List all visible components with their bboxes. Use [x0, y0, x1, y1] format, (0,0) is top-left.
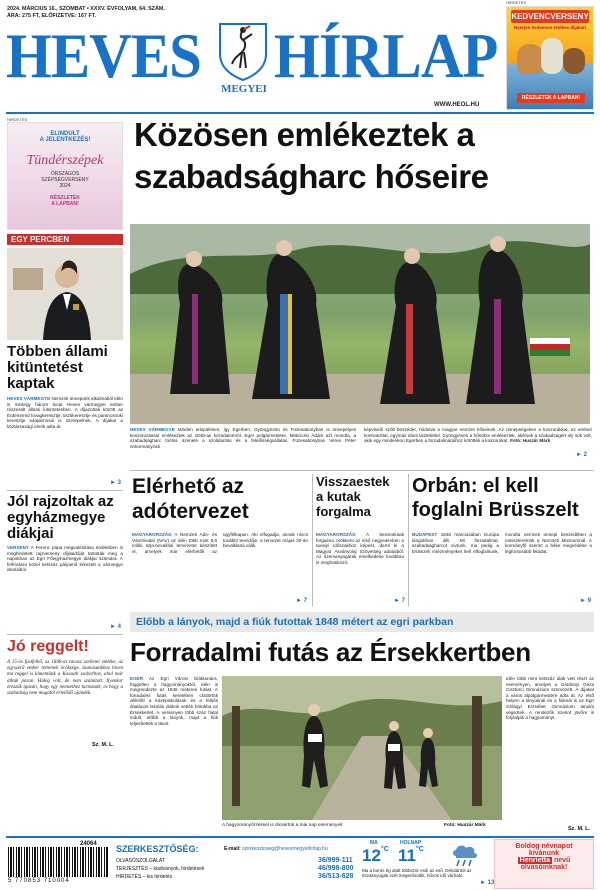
editorial-label: SZERKESZTŐSÉG:	[116, 844, 199, 854]
barcode	[8, 847, 108, 877]
pets-image	[513, 34, 587, 78]
stork-crest-icon	[216, 20, 270, 82]
egyhazmegye-headline-2[interactable]: egyházmegye	[7, 509, 106, 526]
nameday-box	[494, 839, 594, 889]
nameday-name-line: Henrietta nevű	[519, 857, 571, 864]
running-body-col2: Idén több mint kétszáz diák vett részt az eseményen, amelyet a Gárdonyi Géza Ciszterci Gimnázium szervezett. A díjakat a város alpolgármestere adta át. Az első helyen a lányoknál és a fiúknál is az Egri Szilágyi Erzsébet Gimnázium tanulói végeztek. A rendezők szerint jövőre is folytatják a hagyományt.	[506, 676, 594, 721]
lead-caption-col2: képviselő szólt beszédet, hódolva a magyar nemzet hőseinek. Az ünnepségeken a koszorúkkal, az emberi kontraszttal, egymás iránti tisztelettel. Gyöngyösön a hősökre emlékeztek, akiknek a szabadságért oly sok volt, akik egy mindenkori Egerben a forradalmáraihoz kötötték a koszorúkat. Fotó: Huszár Márk	[364, 427, 592, 444]
running-photo	[222, 676, 502, 820]
barcode-digits: 5 770853 710004	[8, 878, 70, 884]
kutak-headline-3[interactable]: forgalma	[316, 504, 371, 519]
editorial-row-2-label: HIRDETÉS – kis hirdetés	[116, 874, 173, 880]
top-ad-cta[interactable]: RÉSZLETEK A LAPBAN!	[517, 93, 585, 103]
weather-ma-label: MA	[370, 840, 378, 846]
left-ad-line1: ELINDULT	[50, 131, 80, 137]
price-line: ÁRA: 275 FT, ELŐFIZETVE: 167 FT.	[7, 13, 96, 19]
nameday-text1: Boldog névnapot	[515, 843, 573, 850]
ado-body: MAGYARORSZÁG A Nemzeti Adó- és Vámhivatal (NAV) az idén több mint 5,6 millió szja-bevallási tervezetet készített el, amelyek már elérhetők az ügyfélkapun. Aki elfogadja, annak nincs további teendője, a tervezet május 20-án bevallássá válik.	[132, 532, 308, 554]
egyhazmegye-page-ref[interactable]: ► 4	[110, 624, 121, 630]
kutak-headline-1[interactable]: Visszaestek	[316, 474, 390, 489]
weather-ma-temp: $12^{^\circ C}$	[362, 846, 389, 865]
lead-headline-1[interactable]: Közösen emlékeztek a	[134, 116, 475, 153]
masthead-right: HÍRLAP	[274, 20, 498, 91]
orban-body: BUDAPEST 1848 márciusában Európa lángokban állt. Mi forradalmat, szabadságharcot vívtunk, ma pedig a brüsszeli intézményeket kell elfoglalnunk, mondta nemzeti ünnepi beszédében a miniszterelnök a Nemzeti Múzeumnál. A kormányfő szerint a béke megvédése a legfontosabb feladat.	[412, 532, 592, 554]
ado-headline-1[interactable]: Elérhető az	[132, 475, 245, 498]
lead-page-ref[interactable]: ► 2	[576, 452, 587, 458]
jo-reggelt-label: Jó reggelt!	[7, 638, 89, 655]
masthead-subtitle: MEGYEI	[221, 83, 267, 95]
egy-percben-headline-2[interactable]: kitüntetést	[7, 359, 83, 376]
nameday-text4: olvasóinknak!	[520, 864, 568, 871]
email-line[interactable]: E-mail: szerkesztoseg@hevesmegyeihirlap.hu	[224, 846, 328, 852]
orban-headline-1[interactable]: Orbán: el kell	[412, 475, 539, 497]
lead-photo-credit: Fotó: Huszár Márk	[510, 438, 551, 444]
egy-percben-label: EGY PERCBEN	[7, 234, 123, 245]
left-ad-line3: ORSZÁGOS	[50, 171, 80, 177]
kutak-headline-2[interactable]: a kutak	[316, 489, 361, 504]
running-photo-credit: Fotó: Huszár Márk	[444, 823, 486, 828]
lead-photo	[130, 224, 590, 424]
editorial-row-1-label: TERJESZTÉS – kiadványok, hirdetések	[116, 866, 205, 872]
running-photo-caption: A hagyományőrzéssel is dicsértük a mai nap eseményeit	[222, 823, 343, 828]
running-kicker: Előbb a lányok, majd a fiúk futottak 1848 métert az egri parkban	[130, 612, 594, 632]
weather-holnap-temp: $11^{^\circ C}$	[398, 846, 424, 865]
lead-caption-col1: HEVES VÁRMEGYE Minden településen, így Egerben, Gyöngyösön és Füzesabonyban is ünnepélyes koszorúzással emlékeztek az 1848-as forradalomról. Eger polgármestere, Mirkóczki Ádám azt mondta, a szabadságharc fontos üzenete a szolidaritás és a felelősségvállalás. Füzesabonyban Veres Péter önkormányzati	[130, 427, 356, 449]
editorial-row-0-value: 36/999-111	[318, 857, 353, 864]
left-ad[interactable]	[7, 122, 123, 230]
left-ad-brand: Tündérszépek	[26, 153, 104, 168]
date-line: 2024. MÁRCIUS 16., SZOMBAT • XXXV. ÉVFOLYAM, 64. SZÁM.	[7, 6, 165, 12]
left-ad-cta2[interactable]: A LAPBAN!	[51, 201, 79, 207]
weather-page-ref[interactable]: ► 13	[480, 880, 495, 886]
orban-headline-2[interactable]: foglalni Brüsszelt	[412, 499, 579, 521]
left-ad-line4: SZÉPSÉGVERSENY	[41, 177, 89, 183]
orban-page-ref[interactable]: ► 9	[580, 598, 591, 604]
ado-page-ref[interactable]: ► 7	[296, 598, 307, 604]
weather-holnap-label: HOLNAP	[400, 840, 422, 846]
egy-percben-body: HEVES VÁRMEGYE Nemzeti ünnepünk alkalmából idén is mintegy három tucat Heves vármegyei ember részesült állami kitüntetésben. A díjazottak között az Érdemrend lovagkeresztje, tisztikeresztje és parancsnoki keresztje tulajdonosai is szerepelnek. A díjakat a köztársasági elnök adta át.	[7, 396, 123, 429]
nameday-text2: kívánunk	[528, 850, 560, 857]
egyhazmegye-headline-3[interactable]: diákjai	[7, 525, 54, 542]
editorial-row-2-value: 36/513-628	[318, 873, 354, 880]
ado-headline-2[interactable]: adótervezet	[132, 500, 249, 523]
egy-percben-headline-1[interactable]: Többen állami	[7, 343, 108, 360]
running-headline[interactable]: Forradalmi futás az Érsekkertben	[130, 637, 531, 667]
kutak-body: MAGYARORSZÁG A benzinkutak forgalma csökkent az első negyedévben a tavalyi időszakhoz képest, derül ki a Magyar Ásványolaj Szövetség adataiból. Az üzemanyagárak emelkedése továbbra is meghatározó.	[316, 532, 404, 565]
jo-reggelt-author: Sz. M. L.	[92, 742, 114, 748]
website[interactable]: WWW.HEOL.HU	[434, 102, 480, 108]
masthead-left: HEVES	[6, 20, 202, 91]
left-ad-label: HIRDETÉS	[7, 117, 28, 122]
top-ad-label: HIRDETÉS	[506, 0, 527, 5]
barcode-top: 24064	[80, 841, 97, 847]
awardee-photo	[7, 248, 123, 340]
top-ad-subtitle: Nyerjen kedvence értékes díjakat!	[513, 25, 587, 30]
weather-text: Ma a borús ég alatt többször esik az eső. Délutántól az északnyugati szél megerősödik, hűvös idő várható.	[362, 868, 472, 879]
lead-headline-2[interactable]: szabadságharc hőseire	[134, 158, 489, 195]
egy-percben-page-ref[interactable]: ► 3	[110, 480, 121, 486]
editorial-row-1-value: 46/998-800	[318, 865, 354, 872]
left-ad-cta1[interactable]: RÉSZLETEK	[50, 195, 80, 201]
nameday-name: Henrietta	[519, 857, 551, 864]
left-ad-year: 2024	[59, 183, 71, 189]
editorial-row-0-label: OLVASÓSZOLGÁLAT	[116, 858, 165, 864]
left-ad-line2: A JELENTKEZÉS!	[39, 137, 91, 143]
kutak-page-ref[interactable]: ► 7	[394, 598, 405, 604]
jo-reggelt-body: A 15-ös füstfelhő, az 1848-as tavasz szellemi emléke, az egyszerű ember tetteinek öröksége. Szokásunkhoz híven ma reggel is kimentünk a Kossuth szoborhoz, ahol már álltak páran. Hideg volt, de nem számított. Ilyenkor érezzük igazán, hogy egy nemzethez tartozunk, és hogy a szabadság nem magától értetődő ajándék.	[7, 660, 123, 697]
egy-percben-headline-3[interactable]: kaptak	[7, 375, 55, 392]
egyhazmegye-body: VERSENY A Ferenc pápa megvalósítása érdekében is meghirdetett rajzverseny díjátadóját tartották meg a napokban az Egri Főegyházmegye diákjai számára. A felhívásra közel kétszáz pályamű érkezett a vármegye iskoláiból.	[7, 545, 123, 573]
cloud-rain-icon	[450, 842, 480, 868]
running-body-col1: EGER Az Egri Városi Diáktanács, független a hagyományoktól, idén is megrendezte az 1848 méteres futást. A forradalmi futás keretében csütörtök délelőtt a középiskolások és a felsős általános iskolás diákok vették birtokba az Érsekkertet. A versenyen több száz fiatal indult, előbb a lányok, majd a fiúk teljesítették a távot.	[130, 676, 218, 726]
lead-caption-lead: HEVES VÁRMEGYE	[130, 427, 175, 432]
egyhazmegye-headline-1[interactable]: Jól rajzoltak az	[7, 493, 114, 510]
top-ad-title: KEDVENCVERSENY	[511, 12, 589, 21]
top-ad[interactable]	[506, 6, 594, 110]
running-author: Sz. M. L.	[568, 826, 590, 832]
